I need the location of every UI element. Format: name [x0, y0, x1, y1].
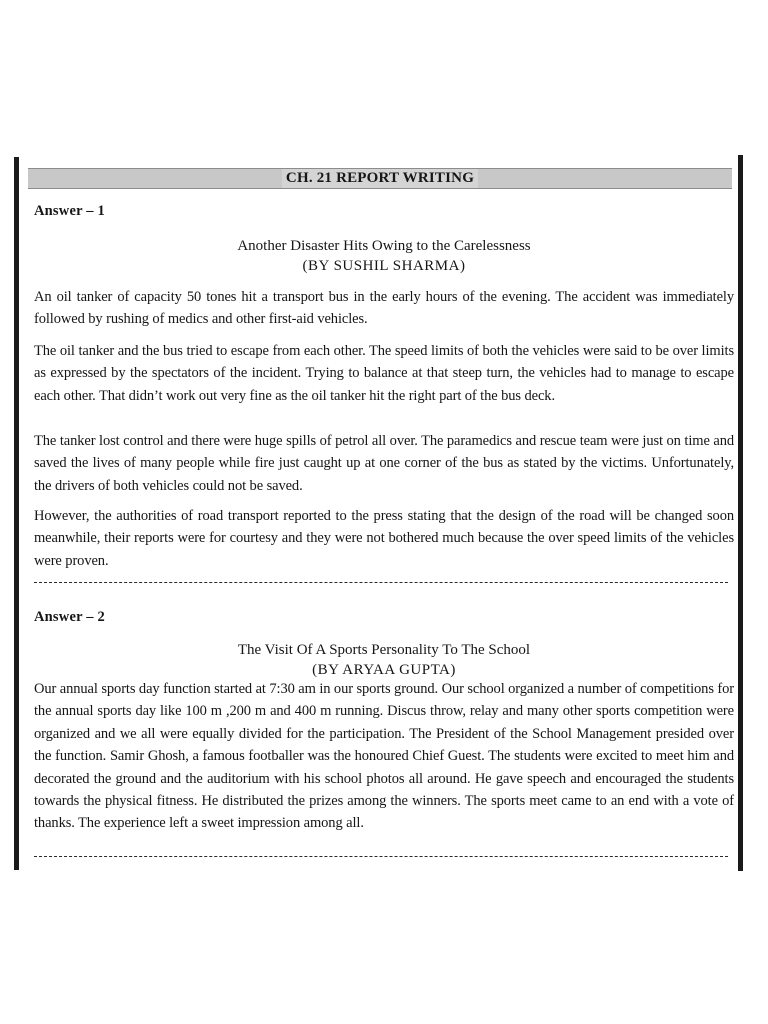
chapter-title: CH. 21 REPORT WRITING [282, 169, 478, 188]
page-left-border [14, 157, 19, 870]
answer-1-title-block [34, 236, 734, 276]
answer-1-paragraph-3: The tanker lost control and there were huge spills of petrol all over. The paramedics and rescue team were just on time and saved the lives of many people while fire just caught up at one corner of the bus as stated by the victims. Unfortunately, the drivers of both vehicles could not be saved. [34, 433, 734, 494]
page-right-border [738, 155, 743, 871]
answer-1-headline: Another Disaster Hits Owing to the Carelessness [237, 238, 531, 254]
answer-2-byline: (BY ARYAA GUPTA) [312, 662, 456, 678]
answer-1-paragraph-2: The oil tanker and the bus tried to escape from each other. The speed limits of both the vehicles were said to be over limits as expressed by the spectators of the incident. Trying to balance at that steep turn, the vehicles had to manage to escape each other. That didn’t work out very fine as the oil tanker hit the right part of the bus deck. [34, 343, 734, 404]
answer-2-headline: The Visit Of A Sports Personality To The School [237, 642, 531, 658]
answer-1-label: Answer – 1 [34, 203, 106, 219]
answer-2-title-block [34, 640, 734, 680]
section-divider [34, 582, 728, 583]
answer-1-byline: (BY SUSHIL SHARMA) [302, 258, 466, 274]
answer-2-paragraph-1: Our annual sports day function started at 7:30 am in our sports ground. Our school organized a number of competitions for the annual sports day like 100 m ,200 m and 400 m running. Discus throw, relay and many other sports competition were organized and we all were equally divided for the participation. The President of the School Management presided over the function. Samir Ghosh, a famous footballer was the honoured Chief Guest. The students were excited to meet him and decorated the ground and the auditorium with his school photos all around. He gave speech and encouraged the students towards the physical fitness. He distributed the prizes among the winners. The sports meet came to an end with a vote of thanks. The experience left a sweet impression among all. [34, 681, 734, 832]
answer-2-label: Answer – 2 [34, 609, 106, 625]
chapter-header-bar [28, 168, 732, 189]
answer-1-paragraph-4: However, the authorities of road transport reported to the press stating that the design of the road will be changed soon meanwhile, their reports were for courtesy and they were not bothered much because the over speed limits of the vehicles were proven. [34, 508, 734, 569]
section-divider [34, 856, 728, 857]
answer-1-paragraph-1: An oil tanker of capacity 50 tones hit a transport bus in the early hours of the evening. The accident was immediately followed by rushing of medics and other first-aid vehicles. [34, 289, 734, 328]
